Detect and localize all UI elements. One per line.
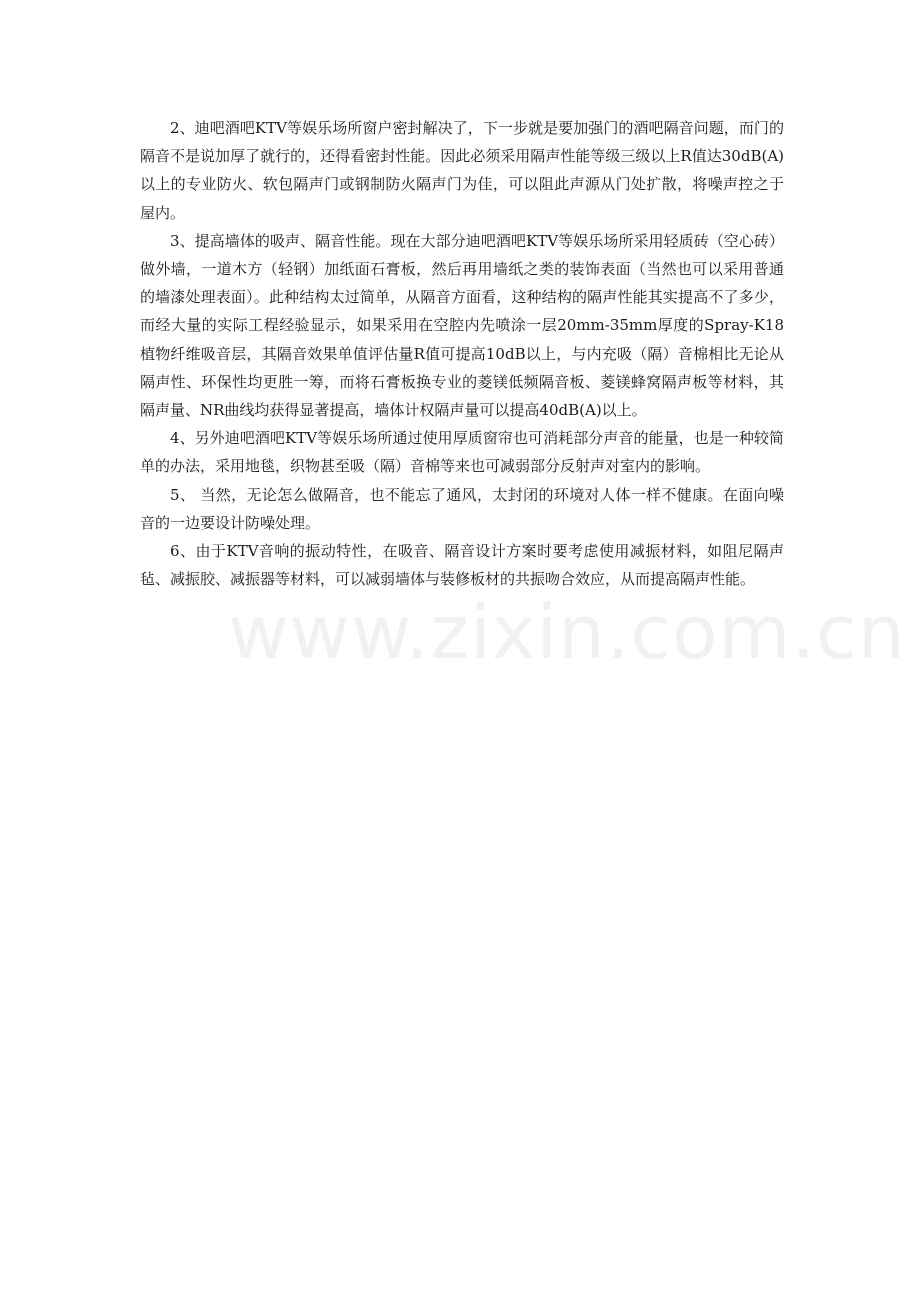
paragraph-door-sealing: 2、迪吧酒吧KTV等娱乐场所窗户密封解决了，下一步就是要加强门的酒吧隔音问题，而门的隔音不是说加厚了就行的，还得看密封性能。因此必须采用隔声性能等级三级以上R值达30dB(A)以上的专业防火、软包隔声门或钢制防火隔声门为佳，可以阻此声源从门处扩散，将噪声控之于屋内。 <box>140 119 784 222</box>
paragraph-ventilation: 5、 当然，无论怎么做隔音，也不能忘了通风，太封闭的环境对人体一样不健康。在面向噪音的一边要设计防噪处理。 <box>140 485 784 532</box>
paragraph-curtains: 4、另外迪吧酒吧KTV等娱乐场所通过使用厚质窗帘也可消耗部分声音的能量，也是一种较简单的办法，采用地毯，织物甚至吸（隔）音棉等来也可减弱部分反射声对室内的影响。 <box>140 429 784 476</box>
document-body <box>140 114 784 593</box>
paragraph-vibration-damping: 6、由于KTV音响的振动特性，在吸音、隔音设计方案时要考虑使用减振材料，如阻尼隔声毡、减振胶、减振器等材料，可以减弱墙体与装修板材的共振吻合效应，从而提高隔声性能。 <box>140 542 784 589</box>
watermark-text: www.zixin.com.cn <box>228 590 906 676</box>
paragraph-wall-insulation: 3、提高墙体的吸声、隔音性能。现在大部分迪吧酒吧KTV等娱乐场所采用轻质砖（空心砖）做外墙，一道木方（轻钢）加纸面石膏板，然后再用墙纸之类的装饰表面（当然也可以采用普通的墙漆处理表面）。此种结构太过简单，从隔音方面看，这种结构的隔声性能其实提高不了多少，而经大量的实际工程经验显示，如果采用在空腔内先喷涂一层20mm-35mm厚度的Spray-K18植物纤维吸音层，其隔音效果单值评估量R值可提高10dB以上，与内充吸（隔）音棉相比无论从隔声性、环保性均更胜一筹，而将石膏板换专业的菱镁低频隔音板、菱镁蜂窝隔声板等材料，其隔声量、NR曲线均获得显著提高，墙体计权隔声量可以提高40dB(A)以上。 <box>140 231 784 420</box>
